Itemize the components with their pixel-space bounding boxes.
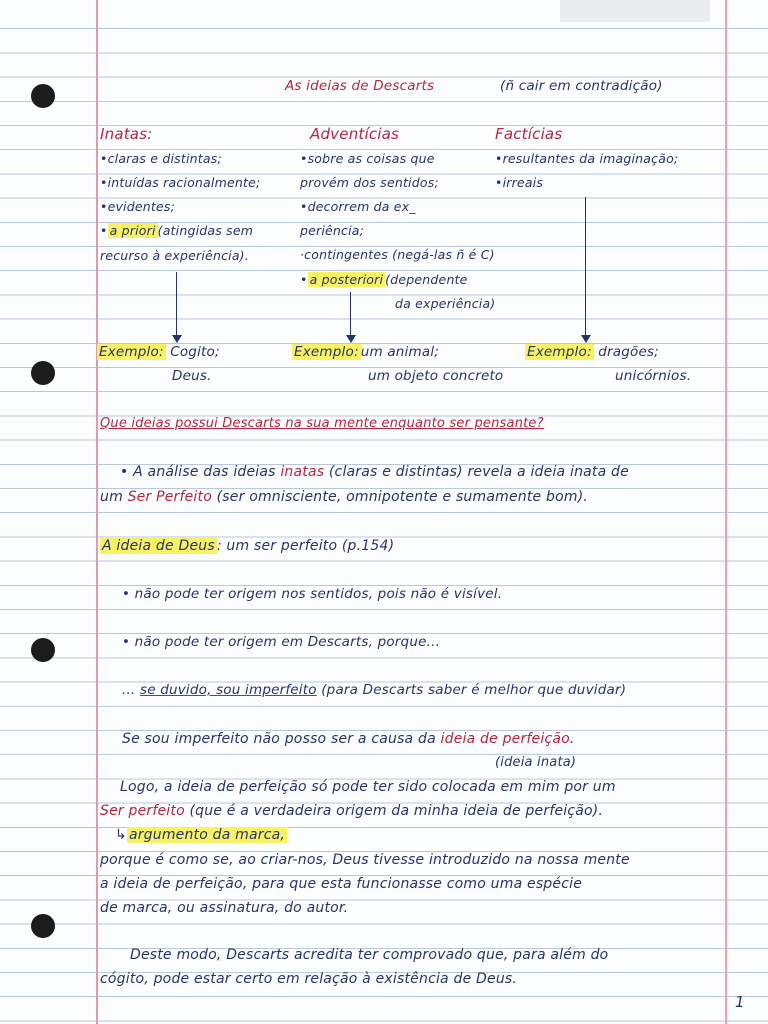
ser-perfeito-2: Ser perfeito <box>100 803 185 819</box>
inatas-arrow <box>176 272 177 339</box>
imperfeito-text: Se sou imperfeito não posso ser a causa da <box>122 731 441 747</box>
bullet-1: • não pode ter origem nos sentidos, pois não é visível. <box>122 586 503 602</box>
aposteriori-rest: (dependente <box>385 272 468 287</box>
ideia-perfeicao: ideia de perfeição <box>440 731 570 747</box>
inatas-item: •claras e distintas; <box>100 151 222 166</box>
porque-line1: porque é como se, ao criar-nos, Deus tivesse introduzido na nossa mente <box>100 852 630 868</box>
facticias-example <box>525 343 659 361</box>
argumento-line <box>115 826 287 844</box>
adventicias-example-2: um objeto concreto <box>368 368 504 384</box>
deus-rest: : um ser perfeito (p.154) <box>216 538 395 554</box>
porque-line3: de marca, ou assinatura, do autor. <box>100 900 349 916</box>
aposteriori-highlight: a posteriori <box>309 272 384 287</box>
argumento-highlight: argumento da marca, <box>128 827 286 843</box>
facticias-arrow <box>585 197 586 339</box>
para1-line2 <box>100 488 588 506</box>
question-text: Que ideias possui Descarts na sua mente enquanto ser pensante? <box>100 416 544 431</box>
deus-highlight: A ideia de Deus <box>102 538 215 554</box>
bullet-3 <box>122 681 626 699</box>
bullet-3-underlined: se duvido, sou imperfeito <box>139 682 317 698</box>
page-subtitle: (ñ cair em contradição) <box>500 78 663 94</box>
imperfeito-end: . <box>569 731 575 747</box>
page-title: As ideias de Descarts <box>285 78 435 94</box>
example-value: Cogito; <box>170 344 220 360</box>
scan-shadow <box>560 0 710 22</box>
adventicias-aposteriori-cont: da experiência) <box>395 296 496 311</box>
porque-line2: a ideia de perfeição, para que esta funcionasse como uma espécie <box>100 876 583 892</box>
inatas-example-2: Deus. <box>172 368 212 384</box>
adventicias-example <box>292 343 439 361</box>
inatas-heading: Inatas: <box>100 125 153 143</box>
bullet-3-rest: (para Descarts saber é melhor que duvidar) <box>316 682 627 698</box>
adventicias-arrow <box>350 292 351 339</box>
adventicias-item: provém dos sentidos; <box>300 175 439 190</box>
adventicias-item: •sobre as coisas que <box>300 151 435 166</box>
para1-line1 <box>120 463 629 481</box>
logo-line1: Logo, a ideia de perfeição só pode ter sido colocada em mim por um <box>120 779 616 795</box>
para1-text: um <box>100 489 128 505</box>
apriori-rest: (atingidas sem <box>157 223 254 238</box>
bullet-3-prefix: ... <box>122 682 140 698</box>
inatas-word: inatas <box>280 464 325 480</box>
conclusion-line1: Deste modo, Descarts acredita ter comprovado que, para além do <box>130 947 609 963</box>
question <box>100 415 544 433</box>
facticias-heading: Factícias <box>495 125 563 143</box>
punch-hole <box>31 914 55 938</box>
imperfeito-note: (ideia inata) <box>495 755 577 770</box>
logo-rest: (que é a verdadeira origem da minha ideia de perfeição). <box>184 803 604 819</box>
example-label: Exemplo: <box>527 344 592 360</box>
example-label: Exemplo: <box>294 344 359 360</box>
arrow-mark: ↳ <box>115 827 127 843</box>
inatas-item: •evidentes; <box>100 199 175 214</box>
left-margin-line <box>96 0 98 1024</box>
facticias-item: •irreais <box>495 175 544 190</box>
facticias-item: •resultantes da imaginação; <box>495 151 679 166</box>
punch-hole <box>31 84 55 108</box>
deus-line <box>100 537 394 555</box>
example-value: um animal; <box>360 344 440 360</box>
adventicias-aposteriori: • a posteriori (dependente <box>300 272 468 287</box>
inatas-item: •intuídas racionalmente; <box>100 175 261 190</box>
inatas-apriori-cont: recurso à experiência). <box>100 248 249 263</box>
adventicias-item: periência; <box>300 223 365 238</box>
punch-hole <box>31 638 55 662</box>
bullet-2: • não pode ter origem em Descarts, porque... <box>122 634 441 650</box>
logo-line2 <box>100 802 603 820</box>
para1-text: (ser omnisciente, omnipotente e sumamente bom). <box>211 489 589 505</box>
adventicias-heading: Adventícias <box>310 125 400 143</box>
right-margin-line <box>725 0 727 1024</box>
example-label: Exemplo: <box>99 344 164 360</box>
para1-text: (claras e distintas) revela a ideia inata de <box>324 464 629 480</box>
facticias-example-2: unicórnios. <box>615 368 692 384</box>
conclusion-line2: cógito, pode estar certo em relação à existência de Deus. <box>100 971 518 987</box>
para1-text: • A análise das ideias <box>120 464 281 480</box>
adventicias-item: •decorrem da ex_ <box>300 199 416 214</box>
imperfeito-line <box>122 730 575 748</box>
page-number: 1 <box>735 993 745 1011</box>
ser-perfeito: Ser Perfeito <box>127 489 212 505</box>
apriori-highlight: a priori <box>109 223 156 238</box>
inatas-example <box>97 343 220 361</box>
inatas-apriori: • a priori (atingidas sem <box>100 223 254 238</box>
punch-hole <box>31 361 55 385</box>
example-value: dragões; <box>598 344 659 360</box>
adventicias-item: ·contingentes (negá-las ñ é C) <box>300 247 495 262</box>
